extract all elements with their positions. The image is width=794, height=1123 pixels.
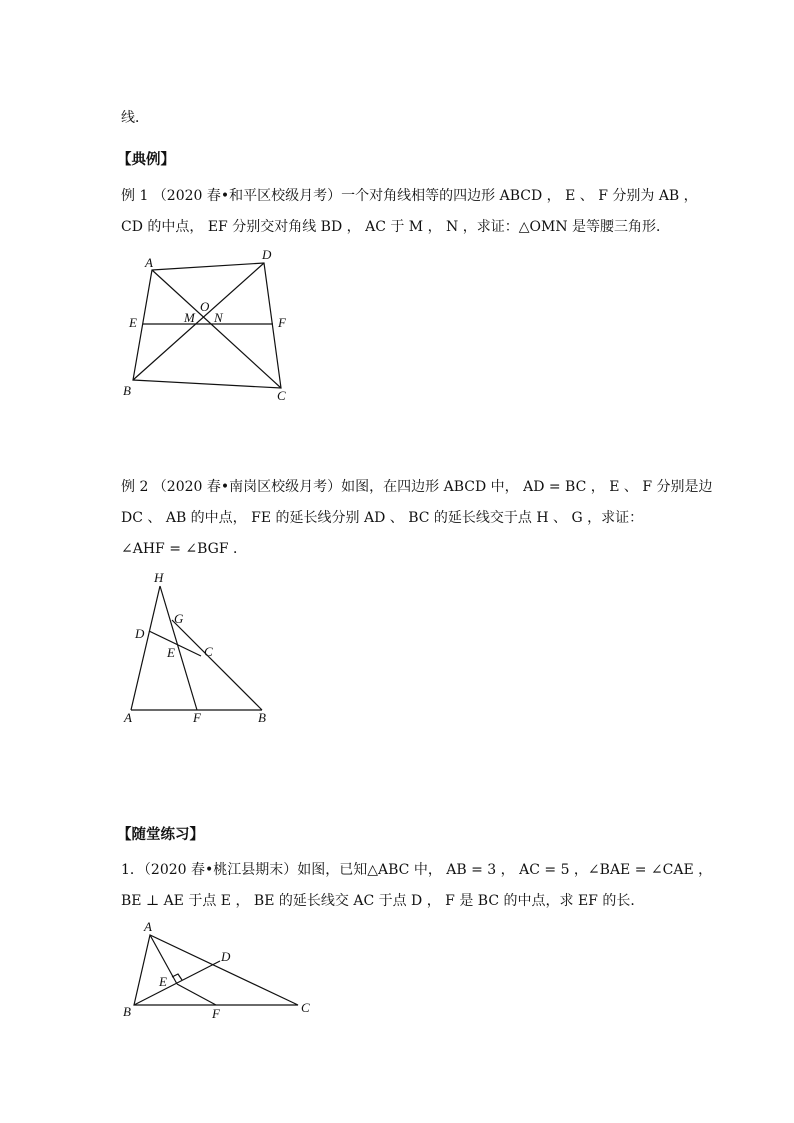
- example2-line2: DC 、 AB 的中点， FE 的延长线分别 AD 、 BC 的延长线交于点 H 、 G ，求证：: [121, 510, 644, 526]
- example1-line2: CD 的中点， EF 分别交对角线 BD ， AC 于 M ， N ，求证：△OMN 是等腰三角形．: [121, 219, 671, 235]
- section-heading-examples: 【典例】: [117, 152, 175, 168]
- fig2-label-d: D: [135, 626, 145, 641]
- fig3-label-a: A: [144, 919, 152, 934]
- fig2-label-f: F: [193, 710, 201, 725]
- fig3-label-c: C: [301, 1000, 310, 1015]
- fig1-label-m: M: [184, 310, 195, 325]
- fig2-label-h: H: [154, 570, 164, 585]
- fig1-label-e: E: [129, 315, 137, 330]
- fig1-label-f: F: [278, 315, 286, 330]
- fig1-label-c: C: [277, 388, 286, 403]
- fig3-label-e: E: [159, 974, 167, 989]
- practice1-line2: BE ⊥ AE 于点 E ， BE 的延长线交 AC 于点 D ， F 是 BC 的中点，求 EF 的长．: [121, 893, 645, 909]
- fig3-label-b: B: [123, 1004, 131, 1019]
- practice1-line1: 1．（2020 春•桃江县期末）如图，已知△ABC 中， AB = 3 ， AC = 5 ，∠BAE = ∠CAE ，: [121, 862, 713, 878]
- fig3-label-f: F: [212, 1006, 220, 1021]
- segment-bd: [134, 961, 220, 1005]
- fig1-label-a: A: [145, 255, 153, 270]
- example2-line1: 例 2 （2020 春•南岗区校级月考）如图，在四边形 ABCD 中， AD = BC ， E 、 F 分别是边: [121, 479, 713, 495]
- fig1-label-b: B: [123, 383, 131, 398]
- example2-line3: ∠AHF = ∠BGF ．: [121, 541, 248, 557]
- segment-ef: [177, 984, 216, 1005]
- fig2-label-b: B: [258, 710, 266, 725]
- fig1-label-n: N: [214, 310, 223, 325]
- fig1-label-d: D: [262, 247, 272, 262]
- text-fragment: 线．: [121, 110, 149, 126]
- example1-line1: 例 1 （2020 春•和平区校级月考）一个对角线相等的四边形 ABCD ， E 、 F 分别为 AB ，: [121, 188, 698, 204]
- fig1-label-o: O: [200, 299, 210, 314]
- triangle-abc: [134, 935, 298, 1005]
- fig2-label-e: E: [167, 645, 175, 660]
- fig3-label-d: D: [221, 949, 231, 964]
- fig2-label-a: A: [124, 710, 132, 725]
- fig2-label-g: G: [174, 611, 184, 626]
- section-heading-practice: 【随堂练习】: [117, 827, 204, 843]
- fig2-label-c: C: [204, 644, 213, 659]
